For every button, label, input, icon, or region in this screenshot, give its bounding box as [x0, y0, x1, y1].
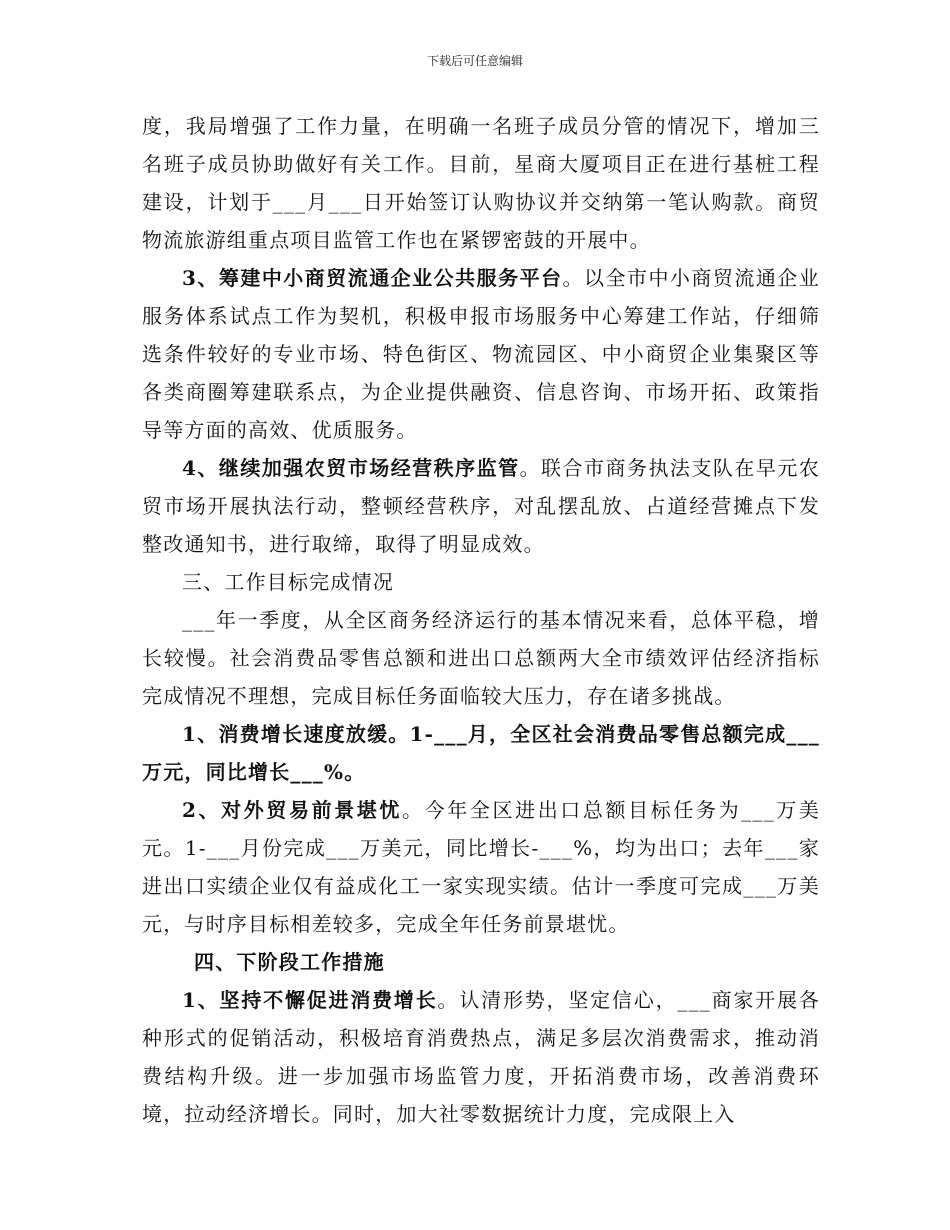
paragraph-4-text: ___年一季度，从全区商务经济运行的基本情况来看，总体平稳，增长较慢。社会消费品零售总额和进出口总额两大全市绩效评估经济指标完成情况不理想，完成目标任务面临较大压力，存在诸多挑战。	[142, 608, 820, 708]
paragraph-6-text: 。今年全区进出口总额目标任务为___万美元。1-___月份完成___万美元，同比增长-___%，均为出口；去年___家进出口实绩企业仅有益成化工一家实现实绩。估计一季度可完成___万美元，与时序目标相差较多，完成全年任务前景堪忧。	[142, 798, 821, 936]
section-heading-4-text: 四、下阶段工作措施	[194, 950, 385, 974]
paragraph-3-heading: 4、继续加强农贸市场经营秩序监管	[182, 456, 520, 480]
paragraph-7-text: 。认清形势，坚定信心，___商家开展各种形式的促销活动，积极培育消费热点，满足多层次消费需求，推动消费结构升级。进一步加强市场监管力度，开拓消费市场，改善消费环境，拉动经济增长。同时，加大社零数据统计力度，完成限上入	[142, 988, 820, 1126]
paragraph-7-heading: 1、坚持不懈促进消费增长	[182, 988, 438, 1012]
paragraph-1	[142, 107, 820, 259]
paragraph-1-text: 度，我局增强了工作力量，在明确一名班子成员分管的情况下，增加三名班子成员协助做好有关工作。目前，星商大厦项目正在进行基桩工程建设，计划于___月___日开始签订认购协议并交纳第一笔认购款。商贸物流旅游组重点项目监管工作也在紧锣密鼓的开展中。	[142, 114, 820, 252]
section-heading-3-text: 三、工作目标完成情况	[182, 570, 394, 594]
paragraph-7	[142, 981, 820, 1133]
document-body	[142, 107, 820, 1133]
paragraph-6-heading: 2、对外贸易前景堪忧	[182, 798, 403, 822]
paragraph-2-text: 。以全市中小商贸流通企业服务体系试点工作为契机，积极申报市场服务中心筹建工作站，仔细筛选条件较好的专业市场、特色街区、物流园区、中小商贸企业集聚区等各类商圈筹建联系点，为企业提供融资、信息咨询、市场开拓、政策指导等方面的高效、优质服务。	[142, 266, 820, 442]
paragraph-3-text: 。联合市商务执法支队在早元农贸市场开展执法行动，整顿经营秩序，对乱摆乱放、占道经营摊点下发整改通知书，进行取缔，取得了明显成效。	[142, 456, 820, 556]
paragraph-6	[142, 791, 820, 943]
section-heading-3	[142, 563, 820, 601]
paragraph-4	[142, 601, 820, 715]
page-header: 下载后可任意编辑	[426, 54, 523, 68]
paragraph-3	[142, 449, 820, 563]
paragraph-5-heading: 1、消费增长速度放缓。1-___月，全区社会消费品零售总额完成___万元，同比增长___%。	[142, 722, 820, 784]
paragraph-5	[142, 715, 820, 791]
section-heading-4	[142, 943, 820, 981]
paragraph-2	[142, 259, 820, 449]
paragraph-2-heading: 3、筹建中小商贸流通企业公共服务平台	[182, 266, 563, 290]
